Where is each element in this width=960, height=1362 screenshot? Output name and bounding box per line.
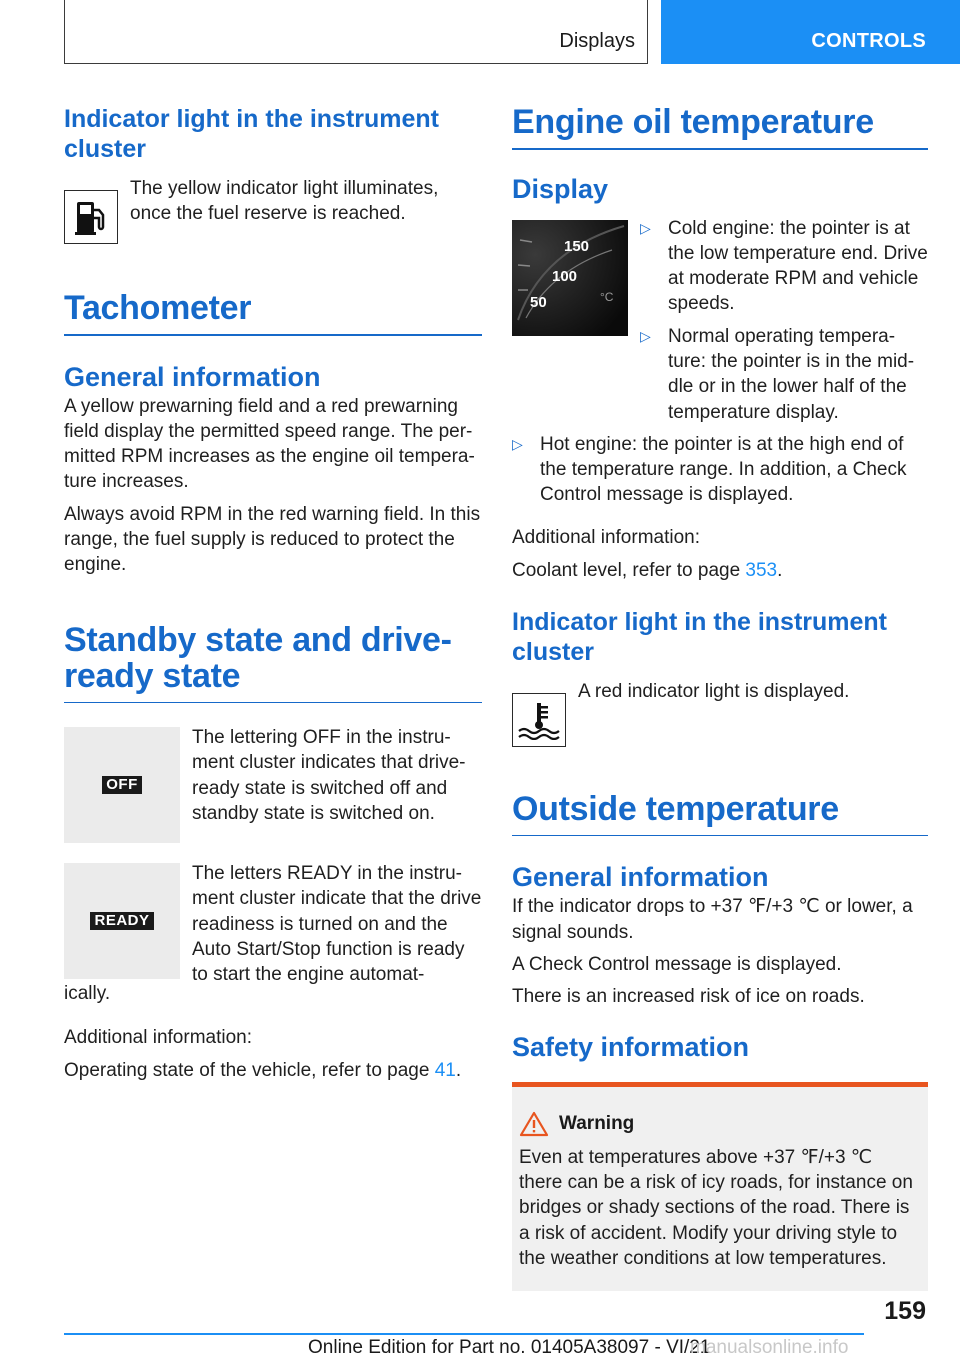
tachometer-general-heading: General information: [64, 361, 321, 392]
ready-text: The letters READY in the instru-ment cluster indicate that the drive readiness is turned on and the Auto Start/Stop function is ready to start the engine automat-: [192, 863, 482, 986]
outside-temperature-rule: [512, 835, 928, 837]
operating-state-reference: Operating state of the vehicle, refer to page 41.: [64, 1059, 462, 1081]
gauge-label-150: 150: [564, 237, 590, 255]
bullet-triangle-icon: ▷: [640, 327, 651, 344]
page-link-353[interactable]: 353: [745, 559, 778, 581]
warning-box: [512, 1082, 928, 1291]
footer-rule: [64, 1333, 864, 1335]
gauge-label-50: 50: [530, 293, 547, 311]
bullet-triangle-icon: ▷: [512, 435, 523, 452]
bullet-hot-engine: ▷ Hot engine: the pointer is at the high end of the temperature range. In addition, a Check Control message is displayed.: [512, 432, 928, 508]
outside-paragraph-3: There is an increased risk of ice on roads.: [512, 986, 865, 1008]
right-column: [512, 104, 928, 1291]
outside-general-heading: General information: [512, 862, 769, 893]
fuel-pump-icon: [64, 190, 118, 244]
coolant-indicator-heading: Indicator light in the instrument cluster: [512, 607, 887, 666]
section-title: Displays: [559, 30, 635, 52]
safety-information-heading: Safety information: [512, 1031, 750, 1062]
gauge-label-100: 100: [552, 267, 578, 285]
warning-label: Warning: [559, 1112, 635, 1134]
warning-text: Even at temperatures above +37 ℉/+3 ℃ there can be a risk of icy roads, for instance on bridges or shady sections of the road. There is a risk of accident. Modify your driving style to the weather conditions at low temperatures.: [519, 1146, 913, 1269]
chapter-title: CONTROLS: [811, 30, 926, 52]
header-section-box: [64, 0, 648, 64]
coolant-indicator-text: A red indicator light is displayed.: [578, 680, 850, 702]
tachometer-paragraph-1: A yellow prewarning field and a red prewarning field display the permitted speed range. The per-mitted RPM increases as the engine oil tempera-ture increases.: [64, 395, 475, 493]
footer-edition: Online Edition for Part no. 01405A38097 - VI/21: [308, 1337, 711, 1358]
outside-paragraph-2: A Check Control message is displayed.: [512, 954, 842, 976]
standby-title-line-1: Standby state and drive-: [64, 620, 452, 659]
engine-oil-rule: [512, 148, 928, 150]
outside-paragraph-1: If the indicator drops to +37 ℉/+3 ℃ or lower, a signal sounds.: [512, 896, 913, 943]
footer-watermark: manualsonline.info: [690, 1337, 849, 1358]
coolant-temperature-icon: [512, 693, 566, 747]
standby-title-line-2: ready state: [64, 656, 241, 695]
warning-triangle-icon: [519, 1111, 549, 1137]
fuel-indicator-text: The yellow indicator light illuminates, once the fuel reserve is reached.: [130, 178, 439, 225]
tachometer-paragraph-2: Always avoid RPM in the red warning field. In this range, the fuel supply is reduced to protect the engine.: [64, 503, 481, 576]
page-link-41[interactable]: 41: [434, 1059, 456, 1081]
coolant-reference: Coolant level, refer to page 353.: [512, 559, 783, 581]
bullet-cold-engine: ▷ Cold engine: the pointer is at the low temperature end. Drive at moderate RPM and vehicle speeds.: [640, 216, 928, 317]
ready-display-image: [64, 863, 180, 979]
off-text: The lettering OFF in the instru-ment cluster indicates that drive-ready state is switched off and standby state is switched on.: [192, 727, 466, 824]
tachometer-title: Tachometer: [64, 289, 252, 327]
off-badge: OFF: [102, 776, 142, 794]
engine-oil-title: Engine oil temperature: [512, 103, 874, 141]
warning-header: [519, 1111, 918, 1137]
fuel-indicator-heading: Indicator light in the instrument cluster: [64, 105, 439, 163]
ready-text-continued: ically.: [64, 983, 111, 1005]
gauge-unit: °C: [600, 289, 614, 304]
off-display-image: [64, 727, 180, 843]
bullet-normal-temperature: ▷ Normal operating tempera-ture: the pointer is in the mid-dle or in the lower half of the temperature display.: [640, 324, 928, 425]
additional-info-label: Additional information:: [64, 1027, 252, 1049]
header-chapter-box: [661, 0, 960, 64]
bullet-triangle-icon: ▷: [640, 219, 651, 236]
ready-badge: READY: [90, 912, 153, 930]
tachometer-rule: [64, 334, 482, 336]
outside-temperature-title: Outside temperature: [512, 789, 839, 828]
display-heading: Display: [512, 173, 609, 204]
page-number: 159: [884, 1297, 926, 1325]
oil-gauge-image: [512, 220, 628, 336]
standby-rule: [64, 702, 482, 704]
additional-info-label: Additional information:: [512, 527, 700, 549]
left-column: [64, 104, 482, 1083]
standby-title: [64, 622, 482, 694]
